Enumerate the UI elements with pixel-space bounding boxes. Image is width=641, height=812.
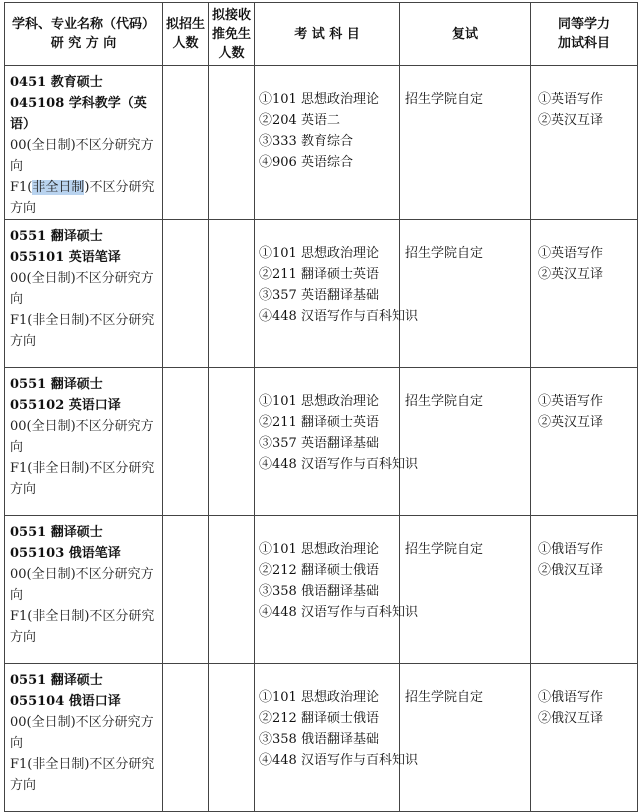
plan-count-cell [163,516,209,664]
retest-cell: 招生学院自定 [400,368,531,516]
direction-fulltime: 00(全日制)不区分研究方向 [10,271,154,307]
extra-item: ②英汉互译 [538,415,604,430]
retest-cell: 招生学院自定 [400,220,531,368]
subject-item: ②211 翻译硕士英语 [259,415,379,430]
exempt-count-cell [209,368,255,516]
direction-parttime: F1(非全日制)不区分研究方向 [10,757,155,793]
subject-item: ③358 俄语翻译基础 [259,732,379,747]
major-cell [5,516,163,664]
subject-item: ③358 俄语翻译基础 [259,584,379,599]
header-exam-subjects: 考 试 科 目 [255,3,400,66]
specialty-code: 055104 俄语口译 [10,694,121,709]
subject-item: ②212 翻译硕士俄语 [259,563,379,578]
exam-subjects-cell [255,220,418,368]
direction-parttime: F1(非全日制)不区分研究方向 [10,461,155,497]
major-cell [5,66,163,220]
extra-item: ②俄汉互译 [538,711,604,726]
extra-item: ②英汉互译 [538,113,604,128]
subject-item: ①101 思想政治理论 [259,394,379,409]
plan-count-cell [163,66,209,220]
subject-item: ①101 思想政治理论 [259,690,379,705]
exam-subjects-cell [255,368,418,516]
subject-item: ④906 英语综合 [259,155,353,170]
extra-subjects-cell [531,66,638,220]
selected-text[interactable]: 非全日制 [32,180,85,195]
subject-item: ③333 教育综合 [259,134,353,149]
plan-count-cell [163,220,209,368]
table-row [5,66,638,220]
subject-item: ④448 汉语写作与百科知识 [259,457,418,472]
subject-item: ②212 翻译硕士俄语 [259,711,379,726]
table-header [5,3,638,66]
retest-cell: 招生学院自定 [400,516,531,664]
subject-item: ①101 思想政治理论 [259,246,379,261]
subject-item: ④448 汉语写作与百科知识 [259,605,418,620]
retest-cell: 招生学院自定 [400,66,531,220]
extra-subjects-cell [531,664,638,812]
extra-item: ①俄语写作 [538,690,604,705]
exempt-count-cell [209,220,255,368]
exempt-count-cell [209,516,255,664]
direction-parttime: F1(非全日制)不区分研究方向 [10,313,155,349]
extra-item: ①英语写作 [538,92,604,107]
subject-item: ②211 翻译硕士英语 [259,267,379,282]
specialty-code: 045108 学科教学（英语） [10,96,147,132]
major-cell [5,664,163,812]
header-retest: 复试 [400,3,531,66]
subject-item: ④448 汉语写作与百科知识 [259,753,418,768]
direction-fulltime: 00(全日制)不区分研究方向 [10,138,154,174]
exempt-count-cell [209,66,255,220]
plan-count-cell [163,664,209,812]
exempt-count-cell [209,664,255,812]
major-cell [5,220,163,368]
direction-fulltime: 00(全日制)不区分研究方向 [10,567,154,603]
extra-item: ①俄语写作 [538,542,604,557]
table-row [5,368,638,516]
admission-table [4,2,638,812]
extra-item: ②俄汉互译 [538,563,604,578]
table-row [5,516,638,664]
extra-subjects-cell [531,368,638,516]
plan-count-cell [163,368,209,516]
table-row [5,664,638,812]
exam-subjects-cell [255,66,400,220]
exam-subjects-cell [255,516,418,664]
header-exempt-count: 拟接收推免生人数 [209,3,255,66]
exam-subjects-cell [255,664,418,812]
direction-fulltime: 00(全日制)不区分研究方向 [10,419,154,455]
subject-item: ①101 思想政治理论 [259,542,379,557]
extra-item: ②英汉互译 [538,267,604,282]
table-row [5,220,638,368]
direction-parttime: F1(非全日制)不区分研究方向 [10,180,155,216]
specialty-code: 055102 英语口译 [10,398,121,413]
extra-item: ①英语写作 [538,246,604,261]
major-cell [5,368,163,516]
retest-cell: 招生学院自定 [400,664,531,812]
direction-parttime: F1(非全日制)不区分研究方向 [10,609,155,645]
major-code: 0451 教育硕士 [10,75,103,90]
major-code: 0551 翻译硕士 [10,673,103,688]
specialty-code: 055103 俄语笔译 [10,546,121,561]
subject-item: ①101 思想政治理论 [259,92,379,107]
subject-item: ③357 英语翻译基础 [259,436,379,451]
header-plan-count: 拟招生人数 [163,3,209,66]
header-major: 学科、专业名称（代码） 研 究 方 向 [5,3,163,66]
extra-subjects-cell [531,516,638,664]
extra-subjects-cell [531,220,638,368]
major-code: 0551 翻译硕士 [10,377,103,392]
major-code: 0551 翻译硕士 [10,229,103,244]
specialty-code: 055101 英语笔译 [10,250,121,265]
subject-item: ③357 英语翻译基础 [259,288,379,303]
header-extra-subjects: 同等学力 加试科目 [531,3,638,66]
direction-fulltime: 00(全日制)不区分研究方向 [10,715,154,751]
subject-item: ④448 汉语写作与百科知识 [259,309,418,324]
extra-item: ①英语写作 [538,394,604,409]
subject-item: ②204 英语二 [259,113,340,128]
major-code: 0551 翻译硕士 [10,525,103,540]
